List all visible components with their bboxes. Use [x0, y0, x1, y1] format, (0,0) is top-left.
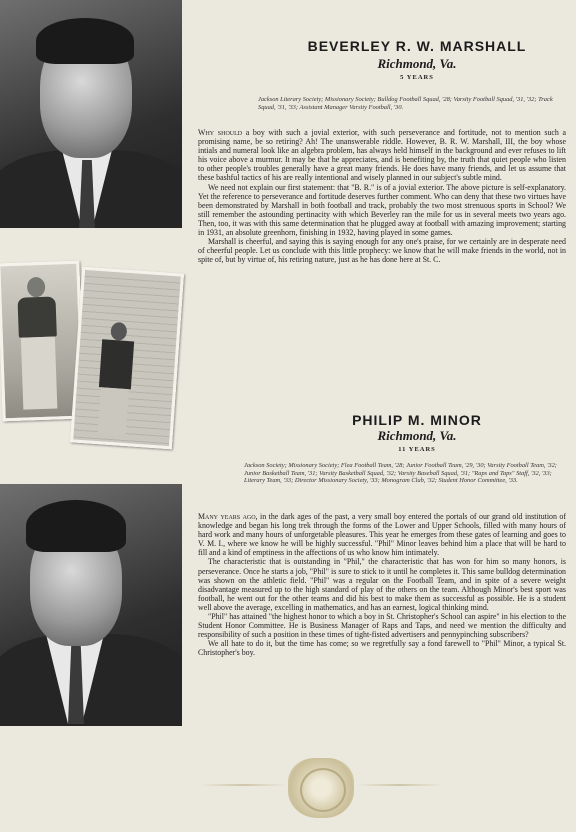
footer-ornament-left: [200, 784, 286, 786]
student-name-2: PHILIP M. MINOR: [352, 412, 482, 428]
biography-lead-1: Why should: [198, 128, 243, 137]
biography-paragraph: We all hate to do it, but the time has come; so we regretfully say a fond farewell to "Phil" Minor, a typical St. Christopher's boy.: [198, 639, 566, 658]
biography-paragraph: We need not explain our first statement: that "B. R." is of a jovial exterior. The above picture is self-explanatory. Yet the reference to perseverance and fortitude deserves further comment. Who can deny that these two virtues have been demonstrated by Marshall in both football and track, probably the two most strenuous sports in School? We still remember the astounding pertinacity with which Beverley ran the mile for us in several meets two years ago. Then, too, it was with this same determination that he plugged away at football with amazing improvement; starting in 1931, an absolute greenhorn, finishing in 1932, having played in some games.: [198, 182, 566, 238]
student-name-1: BEVERLEY R. W. MARSHALL: [307, 38, 527, 54]
biography-paragraph: Marshall is cheerful, and saying this is saying enough for any one's praise, for we certainly are in desperate need of cheerful people. Let us conclude with this little prophecy: we know that he will make friends in the world, not in spite of, but by virtue of, his retiring nature, just as he has done here at St. C.: [198, 237, 566, 265]
student-years-1: 5 YEARS: [400, 74, 434, 81]
student-biography-2: [198, 512, 566, 658]
footer-ornament-right: [356, 784, 442, 786]
biography-paragraph: a boy with such a jovial exterior, with such perseverance and fortitude, not to mention such a promising name, be so retiring? Ah! The unanswerable riddle. However, B. R. W. Marshall, III, the boy whose intials and numeral look like an algebra problem, has always held himself in the background and ever refuses to lift his voice above a murmur. It may be that he appreciates, and is benefiting by, the truth that quiet people who listen to other people's troubles generally have a great many friends. He does have many friends, and let us assume that these bashful tactics of his are really intentional and wisely planned in our subject's subtle mind.: [198, 128, 567, 183]
portrait-marshall: [0, 0, 182, 228]
biography-paragraph: The characteristic that is outstanding in "Phil," the characteristic that has won for him so many honors, is perseverance. Once he starts a job, "Phil" is sure to stick to it until he completes it. This same bulldog determination was shown on the athletic field. "Phil" was a regular on the Football Team, and in spite of a severe weight disadvantage measured up to the high standard of play of the others on the team. Although Minor's best sport was football, he went out for the other teams and did his best to make them as successful as possible. He is a student well above the average, excelling in mathematics, and has an earnest, logical thinking mind.: [198, 557, 566, 612]
student-biography-1: [198, 128, 566, 264]
portrait-minor: [0, 484, 182, 726]
snapshot-building: [70, 267, 184, 450]
biography-paragraph: in the dark ages of the past, a very small boy entered the portals of our grand old institution of knowledge and began his long trek through the forms of the Lower and Upper Schools, filled with many hours of hard work and many hours of unforgetable pleasures. This year he emerges from these gates of learning and goes to V. M. I., where we know he will be highly successful. "Phil" Minor leaves behind him a place that will be hard to fill and a kind of emptiness in the affections of us who know him intimately.: [198, 512, 566, 558]
student-activities-1: Jackson Literary Society; Missionary Society; Bulldog Football Squad, '28; Varsity Football Squad, '31, '32; Track Squad, '31, '33; Assistant Manager Varsity Football, '30.: [258, 96, 553, 111]
student-years-2: 11 YEARS: [398, 446, 436, 453]
biography-paragraph: "Phil" has attained "the highest honor to which a boy in St. Christopher's School can aspire" in his election to the Student Honor Committee. He is Business Manager of Raps and Taps, and need we mention the difficulty and responsibility of such a position in these times of tight-fisted advertisers and pennypinching subscribers?: [198, 612, 566, 640]
biography-lead-2: Many years ago,: [198, 512, 258, 521]
student-activities-2: Jackson Society; Missionary Society; Flea Football Team, '28; Junior Football Team, '29, '30; Varsity Football Team, '32; Junior Basketball Team, '31; Varsity Basketball Squad, '32; Varsity Baseball Squad, '31; "Raps and Taps" Staff, '32, '33; Literary Team, '33; Director Missionary Society, '33; Monogram Club, '32; Student Honor Committee, '33.: [244, 462, 557, 484]
snapshot-marshall-standing: [0, 261, 85, 422]
student-city-2: Richmond, Va.: [377, 428, 457, 443]
crest-ring: [300, 768, 346, 812]
student-city-1: Richmond, Va.: [377, 56, 457, 71]
